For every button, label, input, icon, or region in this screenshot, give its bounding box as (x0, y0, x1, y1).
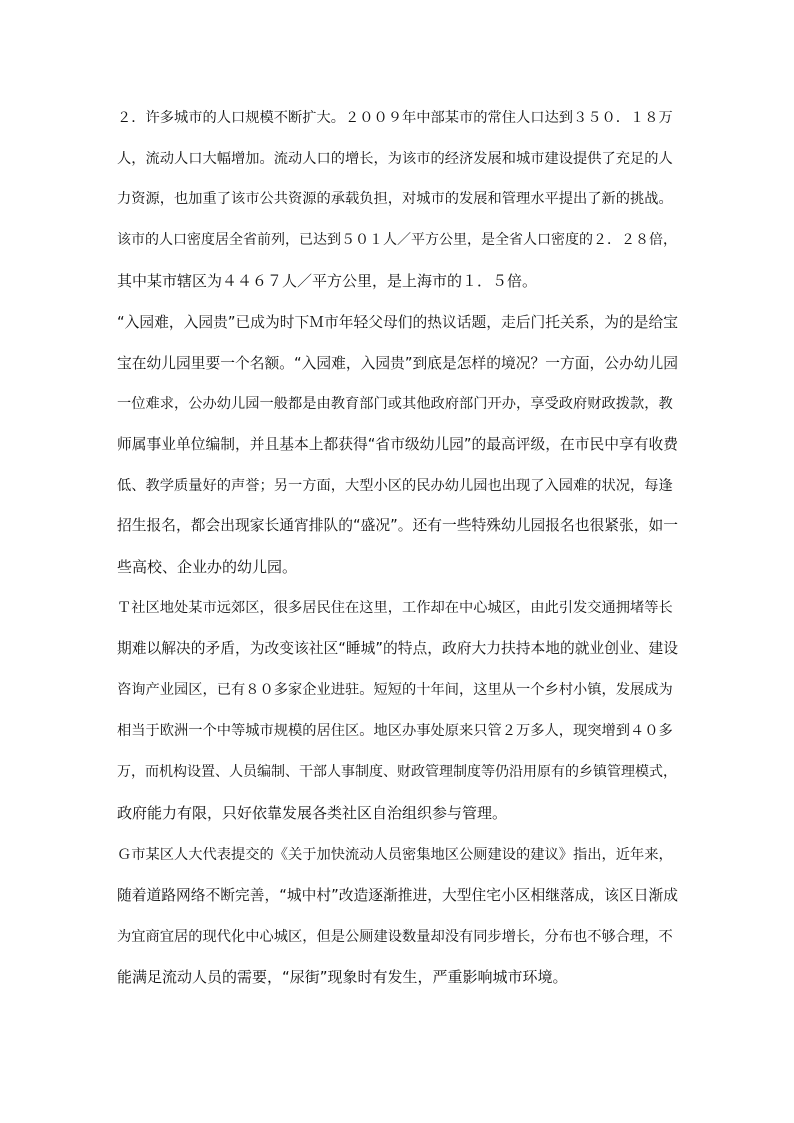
text-line: 宝在幼儿园里要一个名额。“入园难，入园贵”到底是怎样的境况？一方面，公办幼儿园 (117, 355, 679, 372)
text-line: ２．许多城市的人口规模不断扩大。２００９年中部某市的常住人口达到３５０．１８万 (117, 110, 673, 126)
text-line: 低、教学质量好的声誉；另一方面，大型小区的民办幼儿园也出现了入园难的状况，每逢 (117, 478, 673, 494)
text-line: 能满足流动人员的需要，“尿街”现象时有发生，严重影响城市环境。 (117, 968, 568, 986)
text-line: 师属事业单位编制，并且基本上都获得“省市级幼儿园”的最高评级，在市民中享有收费 (117, 436, 679, 453)
text-line: 相当于欧洲一个中等城市规模的居住区。地区办事处原来只管２万多人，现突增到４０多 (117, 723, 673, 739)
text-line: 随着道路网络不断完善，“城中村”改造逐渐推进，大型住宅小区相继落成，该区日渐成 (117, 887, 679, 904)
text-line: 招生报名，都会出现家长通宵排队的“盛况”。还有一些特殊幼儿园报名也很紧张，如一 (117, 517, 679, 534)
text-line: “入园难，入园贵”已成为时下Ｍ市年轻父母们的热议话题，走后门托关系，为的是给宝 (117, 314, 679, 331)
text-line: 为宜商宜居的现代化中心城区，但是公厕建设数量却没有同步增长，分布也不够合理，不 (117, 929, 673, 945)
text-line: 一位难求，公办幼儿园一般都是由教育部门或其他政府部门开办，享受政府财政拨款，教 (117, 396, 673, 412)
text-line: 人，流动人口大幅增加。流动人口的增长，为该市的经济发展和城市建设提供了充足的人 (117, 151, 673, 167)
text-line: 咨询产业园区，已有８０多家企业进驻。短短的十年间，这里从一个乡村小镇，发展成为 (117, 682, 673, 698)
text-line: 该市的人口密度居全省前列，已达到５０１人／平方公里，是全省人口密度的２．２８倍， (117, 232, 677, 248)
text-line: 万，而机构设置、人员编制、干部人事制度、财政管理制度等仍沿用原有的乡镇管理模式， (117, 764, 677, 780)
text-line: Ｇ市某区人大代表提交的《关于加快流动人员密集地区公厕建设的建议》指出，近年来， (117, 847, 673, 863)
text-line: 其中某市辖区为４４６７人／平方公里，是上海市的１．５倍。 (117, 272, 538, 290)
text-line: 些高校、企业办的幼儿园。 (117, 558, 298, 576)
text-line: 期难以解决的矛盾，为改变该社区“睡城”的特点，政府大力扶持本地的就业创业、建设 (117, 640, 679, 657)
text-line: Ｔ社区地处某市远郊区，很多居民住在这里，工作却在中心城区，由此引发交通拥堵等长 (117, 600, 673, 616)
text-line: 力资源，也加重了该市公共资源的承载负担，对城市的发展和管理水平提出了新的挑战。 (117, 191, 673, 207)
text-line: 政府能力有限，只好依靠发展各类社区自治组织参与管理。 (117, 804, 508, 822)
